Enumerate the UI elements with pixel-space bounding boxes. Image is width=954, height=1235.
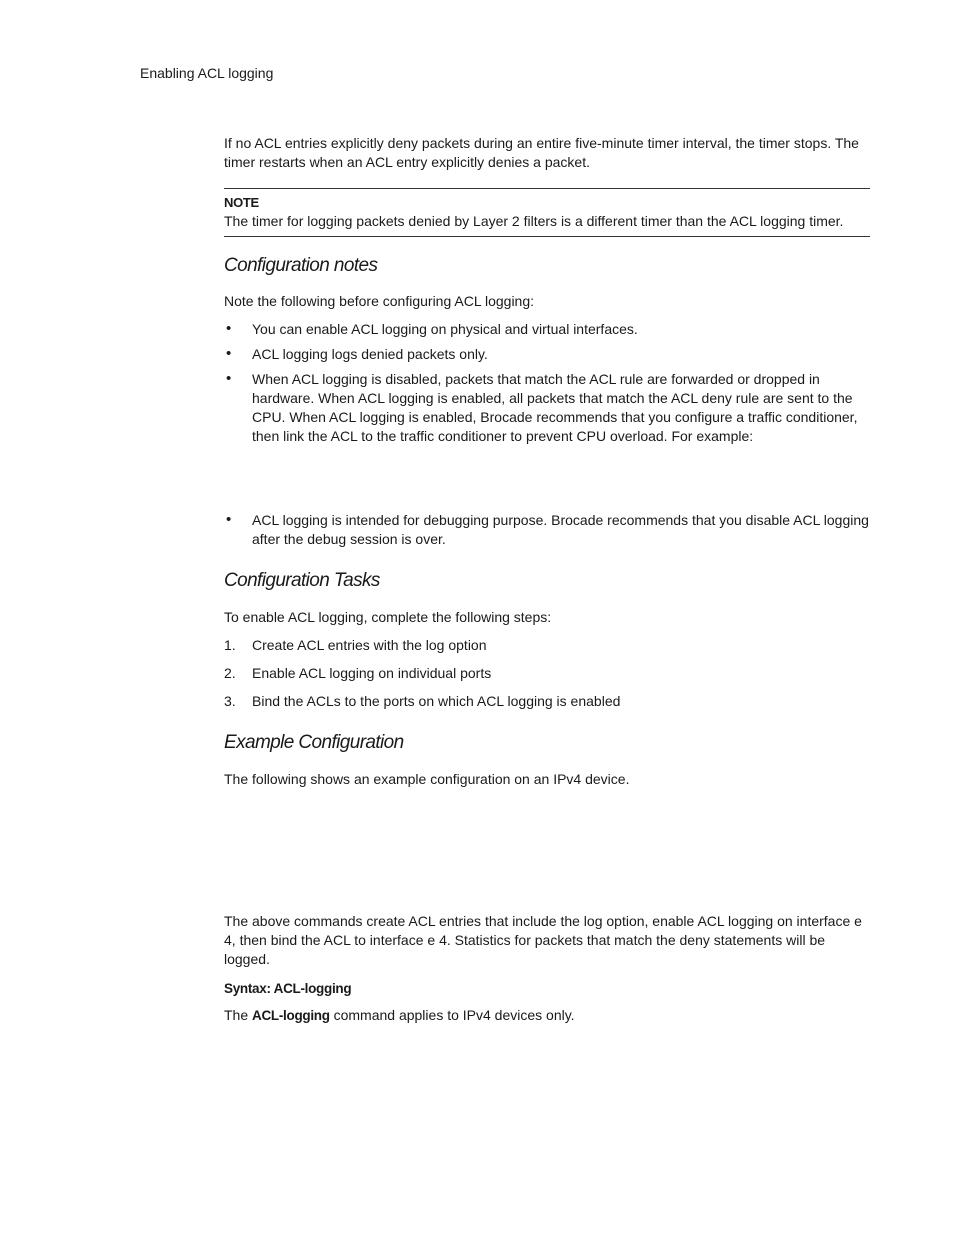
note-box — [224, 188, 870, 237]
bullet-text: ACL logging logs denied packets only. — [252, 346, 488, 362]
step-number: 3. — [224, 693, 236, 709]
list-item — [224, 345, 874, 364]
config-notes-intro: Note the following before configuring ACL logging: — [224, 293, 535, 309]
applies-prefix: The — [224, 1007, 253, 1023]
bullet-text: When ACL logging is disabled, packets that match the ACL rule are forwarded or dropped in hardware. When ACL logging is enabled, all packets that match the ACL deny rule are sent to the CPU. When ACL logging is enabled, Brocade recommends that you configure a traffic conditioner, then link the ACL to the traffic conditioner to prevent CPU overload. For example: — [252, 371, 858, 444]
list-item — [224, 664, 874, 683]
example-config-explanation: The above commands create ACL entries that include the log option, enable ACL logging on interface e 4, then bind the ACL to interface e 4. Statistics for packets that match the deny statements will be logged. — [224, 913, 862, 967]
applies-suffix: command applies to IPv4 devices only. — [329, 1007, 575, 1023]
step-number: 2. — [224, 665, 236, 681]
intro-paragraph: If no ACL entries explicitly deny packets during an entire five-minute timer interval, the timer stops. The timer restarts when an ACL entry explicitly denies a packet. — [224, 135, 859, 170]
command-name: ACL-logging — [252, 1008, 330, 1023]
bullet-icon: • — [226, 370, 232, 387]
list-item — [224, 692, 874, 711]
bullet-text: You can enable ACL logging on physical and virtual interfaces. — [252, 321, 638, 337]
step-number: 1. — [224, 637, 236, 653]
step-text: Bind the ACLs to the ports on which ACL logging is enabled — [252, 693, 621, 709]
heading-example-configuration: Example Configuration — [224, 732, 404, 753]
list-item — [224, 370, 874, 446]
bullet-icon: • — [226, 320, 232, 337]
example-config-intro: The following shows an example configuration on an IPv4 device. — [224, 771, 630, 787]
heading-configuration-tasks: Configuration Tasks — [224, 570, 380, 591]
syntax-line: Syntax: ACL-logging — [224, 981, 352, 996]
bullet-icon: • — [226, 511, 232, 528]
step-text: Enable ACL logging on individual ports — [252, 665, 492, 681]
bullet-text: ACL logging is intended for debugging purpose. Brocade recommends that you disable ACL logging after the debug session is over. — [252, 512, 869, 547]
step-text: Create ACL entries with the log option — [252, 637, 487, 653]
list-item — [224, 636, 874, 655]
list-item — [224, 511, 874, 549]
bullet-icon: • — [226, 345, 232, 362]
list-item — [224, 320, 874, 339]
heading-configuration-notes: Configuration notes — [224, 255, 378, 276]
applies-note — [224, 1006, 874, 1025]
note-text: The timer for logging packets denied by Layer 2 filters is a different timer than the ACL logging timer. — [224, 213, 844, 229]
config-tasks-intro: To enable ACL logging, complete the following steps: — [224, 609, 552, 625]
note-label: NOTE — [224, 195, 259, 210]
running-head: Enabling ACL logging — [140, 65, 274, 81]
